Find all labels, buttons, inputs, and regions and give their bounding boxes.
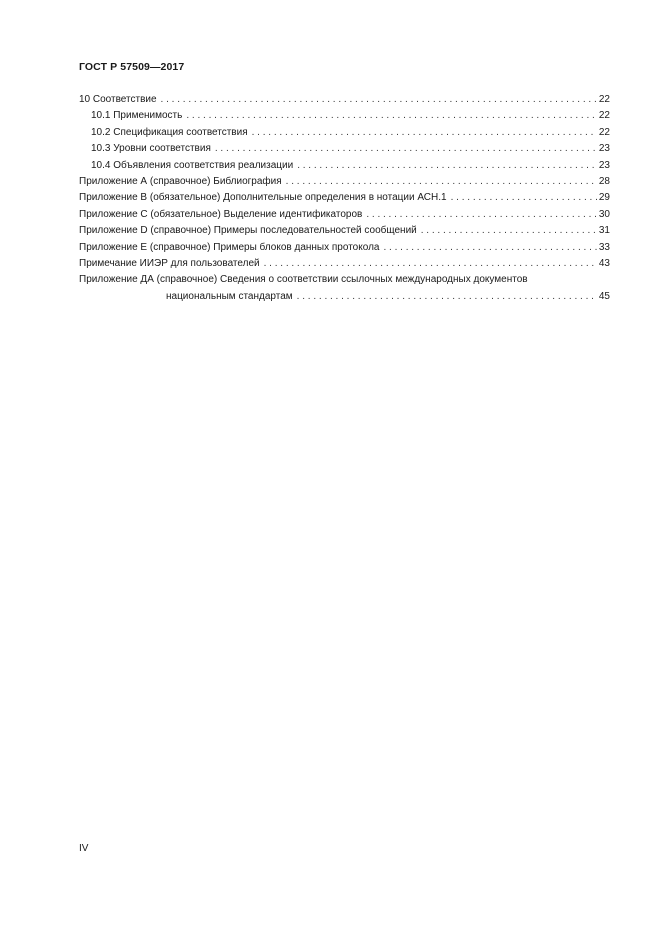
toc-leader-dots bbox=[286, 174, 597, 190]
toc-entry[interactable] bbox=[79, 108, 610, 124]
toc-entry-page: 33 bbox=[598, 241, 610, 253]
toc-leader-dots bbox=[264, 256, 597, 272]
toc-entry-page: 43 bbox=[598, 257, 610, 269]
toc-leader-dots bbox=[451, 190, 597, 206]
toc-entry-page: 22 bbox=[598, 110, 610, 122]
toc-entry[interactable] bbox=[79, 240, 610, 256]
toc-entry-page: 45 bbox=[598, 290, 610, 302]
toc-entry-label: Приложение D (справочное) Примеры последовательностей сообщений bbox=[79, 225, 417, 237]
toc-entry[interactable] bbox=[79, 158, 610, 174]
toc-entry[interactable] bbox=[79, 92, 610, 108]
toc-entry-page: 22 bbox=[598, 94, 610, 105]
toc-leader-dots bbox=[161, 92, 597, 108]
toc-entry-label: Приложение В (обязательное) Дополнительные определения в нотации АСН.1 bbox=[79, 192, 447, 204]
toc-entry-label: 10.3 Уровни соответствия bbox=[91, 143, 211, 155]
toc-entry-label: Приложение А (справочное) Библиография bbox=[79, 175, 282, 187]
toc-leader-dots bbox=[186, 108, 597, 124]
toc-entry[interactable] bbox=[79, 272, 610, 305]
toc-entry[interactable] bbox=[79, 125, 610, 141]
toc-leader-dots bbox=[383, 240, 596, 256]
toc-entry-label: Приложение С (обязательное) Выделение идентификаторов bbox=[79, 208, 363, 220]
toc-leader-dots bbox=[421, 223, 597, 239]
toc-entry[interactable] bbox=[79, 223, 610, 239]
toc-leader-dots bbox=[297, 158, 597, 174]
toc-entry[interactable] bbox=[79, 141, 610, 157]
toc-entry-label-continued: национальным стандартам bbox=[166, 290, 293, 302]
table-of-contents bbox=[79, 92, 610, 305]
toc-entry-page: 23 bbox=[598, 143, 610, 155]
toc-entry-label: 10 Соответствие bbox=[79, 94, 157, 105]
toc-entry-page: 23 bbox=[598, 159, 610, 171]
toc-entry-label: Приложение Е (справочное) Примеры блоков данных протокола bbox=[79, 241, 380, 253]
document-header: ГОСТ Р 57509—2017 bbox=[79, 61, 185, 73]
toc-entry-label: 10.1 Применимость bbox=[91, 110, 183, 122]
toc-entry-page: 30 bbox=[598, 208, 610, 220]
toc-entry-page: 22 bbox=[598, 126, 610, 138]
toc-entry-page: 28 bbox=[598, 175, 610, 187]
toc-entry-continuation bbox=[79, 289, 610, 305]
toc-entry-page: 31 bbox=[598, 225, 610, 237]
toc-leader-dots bbox=[215, 141, 597, 157]
toc-entry-label: Примечание ИИЭР для пользователей bbox=[79, 257, 260, 269]
toc-entry[interactable] bbox=[79, 256, 610, 272]
page-number: IV bbox=[79, 843, 89, 854]
toc-entry-label: 10.2 Спецификация соответствия bbox=[91, 126, 248, 138]
toc-leader-dots bbox=[252, 125, 597, 141]
toc-leader-dots bbox=[297, 289, 597, 305]
toc-entry[interactable] bbox=[79, 207, 610, 223]
toc-entry-label: Приложение ДА (справочное) Сведения о соответствии ссылочных международных документов bbox=[79, 274, 528, 286]
toc-entry[interactable] bbox=[79, 190, 610, 206]
toc-leader-dots bbox=[366, 207, 597, 223]
toc-entry-page: 29 bbox=[598, 192, 610, 204]
toc-entry[interactable] bbox=[79, 174, 610, 190]
toc-entry-label: 10.4 Объявления соответствия реализации bbox=[91, 159, 294, 171]
